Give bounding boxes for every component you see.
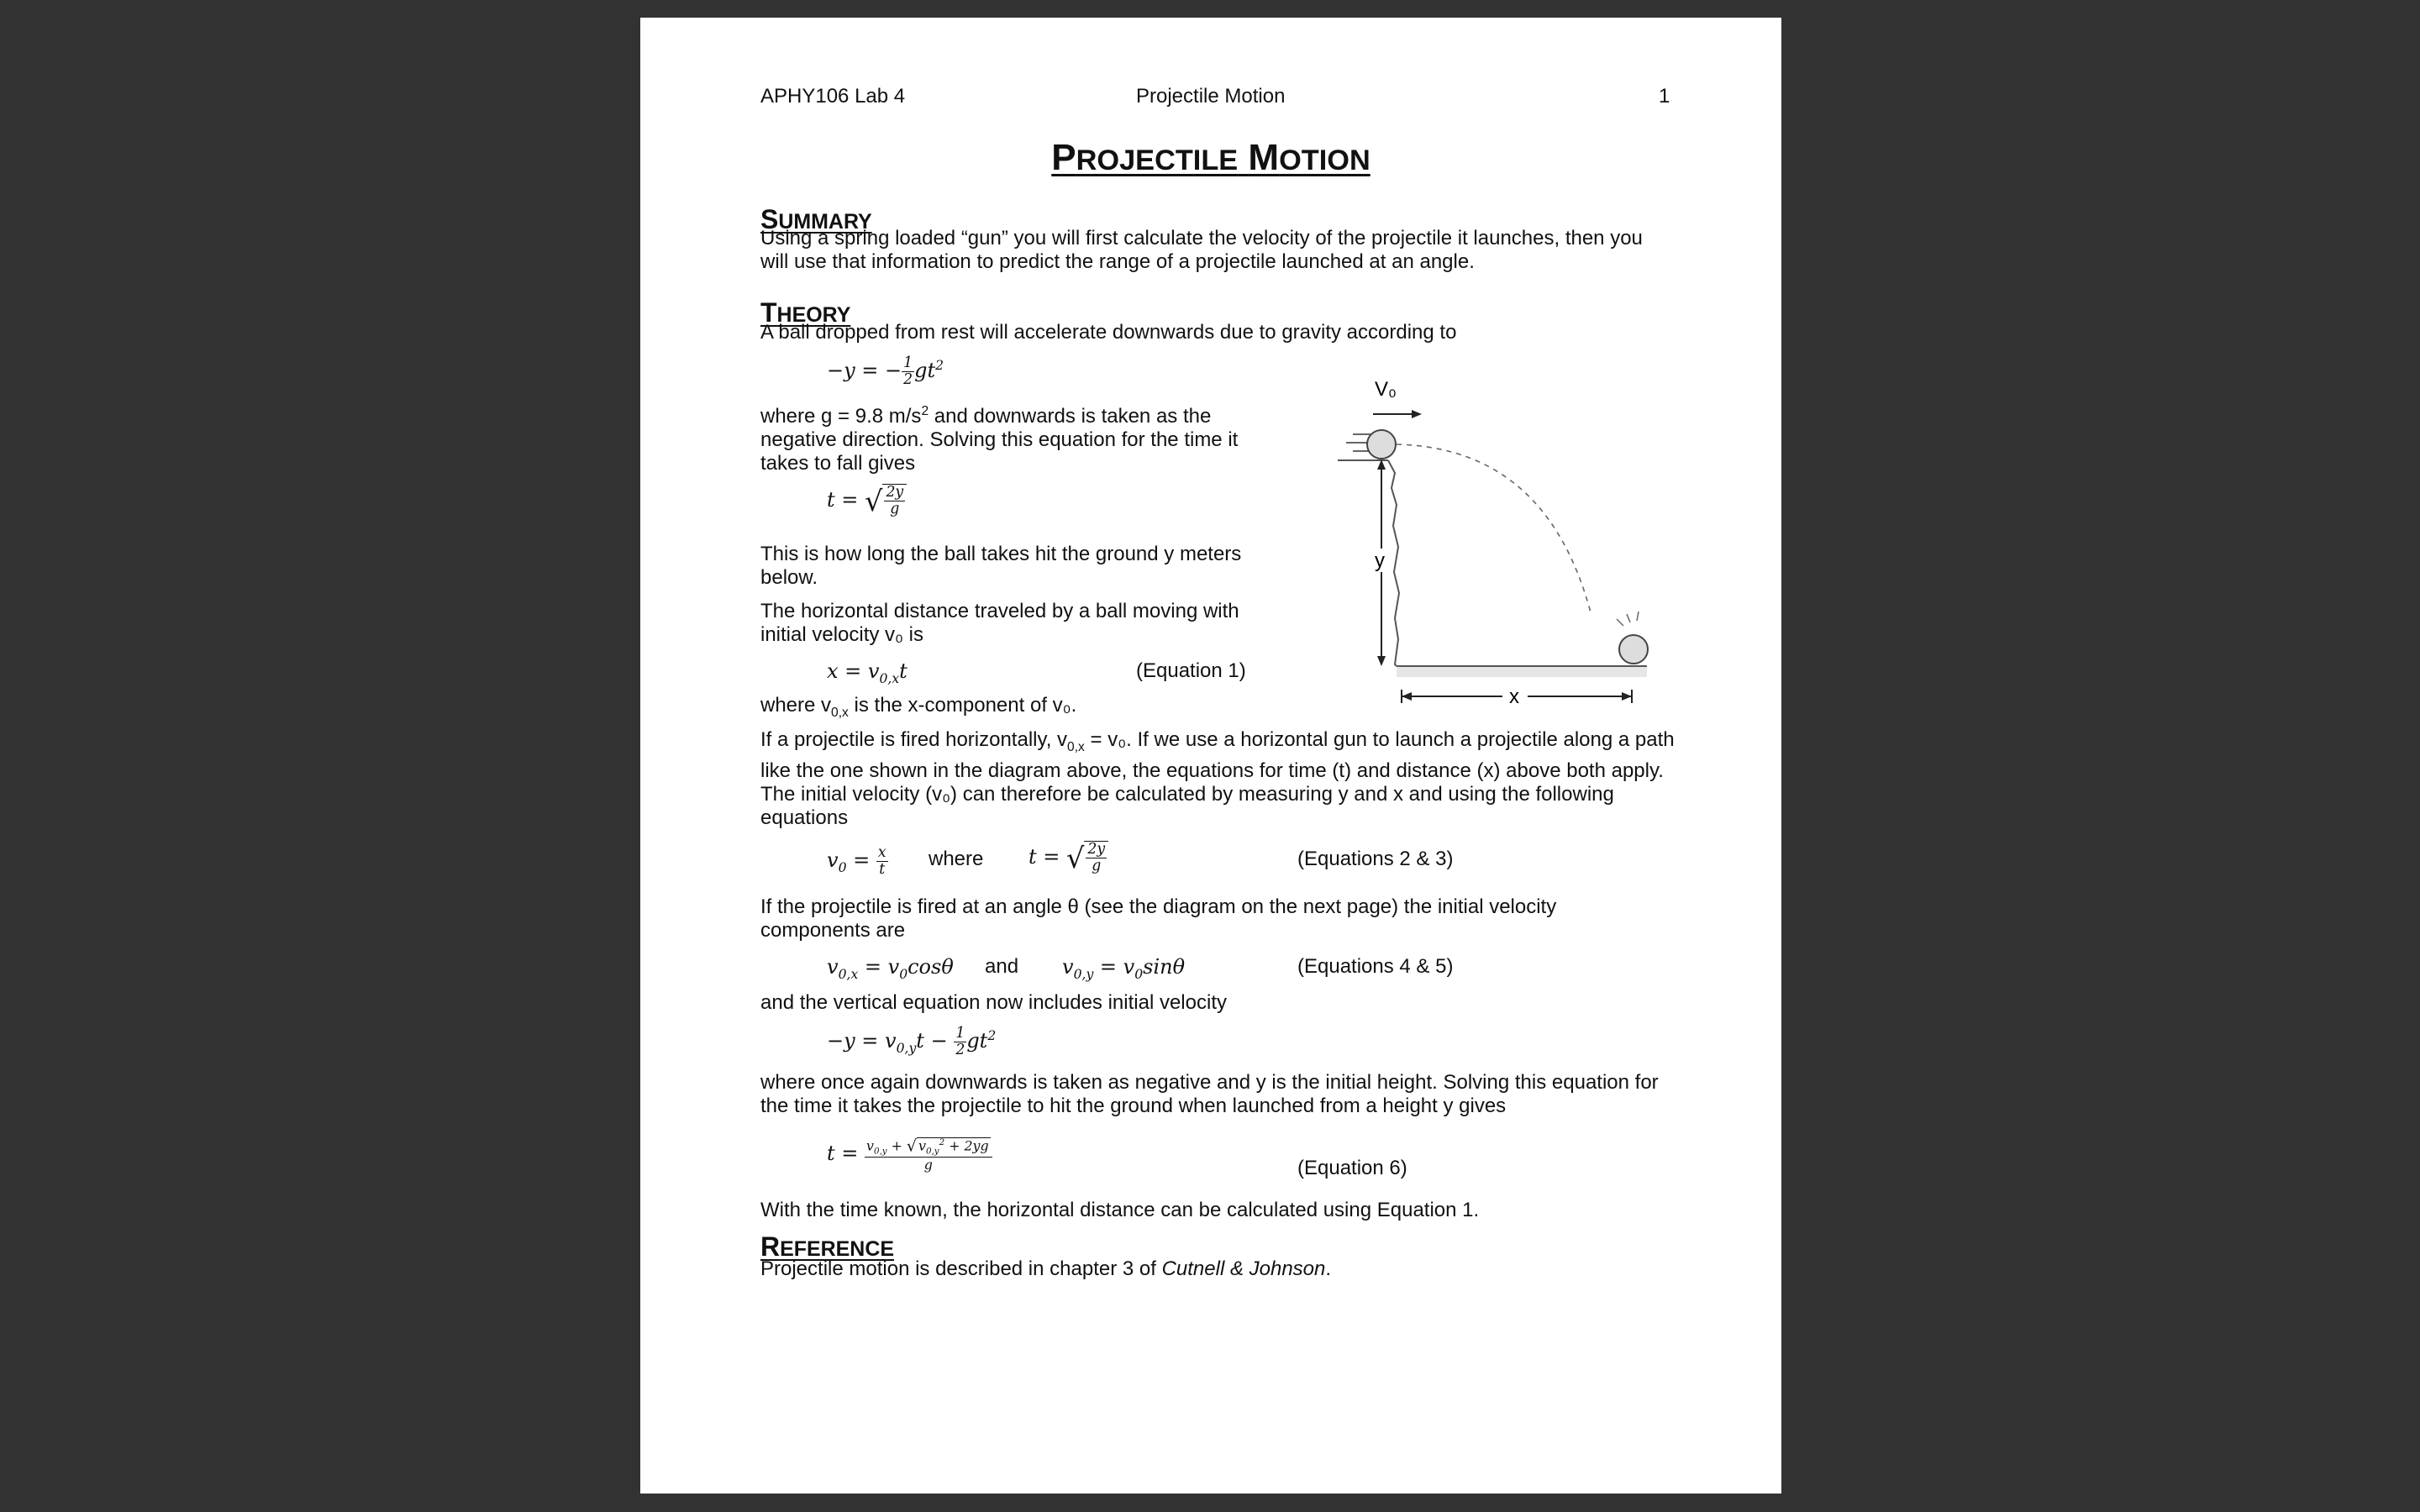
launch-ball (1367, 430, 1396, 459)
y-arrowhead-bottom (1377, 656, 1386, 666)
v0-arrowhead (1412, 410, 1422, 418)
equation-3: t = √ $\frac{2y}{g}$ (1028, 841, 1108, 874)
document-page (640, 18, 1781, 1494)
component-text: where $v_{0,x}$ is the x-component of v₀. (760, 694, 1077, 720)
equation-4: $v_{0,x} = v_0\cos\theta$ (827, 955, 954, 982)
impact-mark (1627, 614, 1630, 622)
x-arrowhead-left (1402, 692, 1412, 701)
v0-label: V₀ (1375, 378, 1397, 401)
impact-mark (1637, 612, 1639, 621)
equation-2: $v_0$ = $\frac{x}{t}$ (827, 844, 886, 878)
theory-heading: THEORY (760, 297, 851, 328)
equation-4-5-label: (Equations 4 & 5) (1297, 955, 1454, 978)
equation-4-5-and: and (985, 955, 1019, 978)
solve-text: where once again downwards is taken as negative and y is the initial height. Solving this equation for the time it takes the projectile to hit the ground when launched from a height y gives (760, 1071, 1659, 1117)
summary-text: Using a spring loaded “gun” you will first calculate the velocity of the projectile it launches, then you will use that information to predict the range of a projectile launched at an angle. (760, 227, 1643, 273)
page-title: PROJECTILE MOTION (1051, 137, 1370, 178)
equation-vertical: $-y = v_{0,y}t$ − $\frac{1}{2}$ $gt^2$ (827, 1025, 997, 1058)
gravity-text: where g = 9.8 $m/s^2$ and downwards is taken as the negative direction. Solving this equation for the time it takes to fall gives (760, 404, 1239, 475)
trajectory (1397, 444, 1591, 616)
projectile-diagram (1279, 370, 1649, 715)
closing-text: With the time known, the horizontal distance can be calculated using Equation 1. (760, 1199, 1480, 1221)
impact-mark (1617, 619, 1623, 626)
horizontal-fire-text: If a projectile is fired horizontally, $v_{0,x} = v_0$. If we use a horizontal gun to launch a projectile along a path like the one shown in the diagram above, the equations for time (t) and distance (x) above both apply. The initial velocity (v₀) can therefore be calculated by measuring y and x and using the following equations (760, 728, 1675, 829)
header-course: APHY106 Lab 4 (760, 85, 906, 108)
theory-intro: A ball dropped from rest will accelerate downwards due to gravity according to (760, 321, 1457, 344)
fall-time-text: This is how long the ball takes hit the ground y meters below. (760, 543, 1242, 589)
equation-fall-time: t = √ $\frac{2y}{g}$ (827, 484, 907, 517)
header-page-number: 1 (1659, 85, 1670, 108)
x-arrowhead-right (1622, 692, 1632, 701)
equation-1: $x = v_{0,x}t$ (827, 659, 908, 686)
header-topic: Projectile Motion (1136, 85, 1286, 108)
equation-1-label: (Equation 1) (1136, 659, 1246, 682)
horizontal-text: The horizontal distance traveled by a ball moving with initial velocity v₀ is (760, 600, 1239, 646)
landed-ball (1619, 635, 1648, 664)
equation-6-label: (Equation 6) (1297, 1157, 1407, 1179)
reference-heading: REFERENCE (760, 1231, 894, 1262)
equation-5: $v_{0,y} = v_0\sin\theta$ (1062, 955, 1186, 982)
equation-2-3-label: (Equations 2 & 3) (1297, 848, 1454, 870)
reference-text: Projectile motion is described in chapter 3 of Cutnell & Johnson. (760, 1257, 1332, 1280)
equation-2-3-where: where (929, 848, 984, 870)
equation-fall: −y = − $\frac{1}{2}$ $gt^2$ (827, 354, 944, 388)
y-label: y (1375, 549, 1385, 572)
ground-hatch (1397, 667, 1647, 677)
summary-heading: SUMMARY (760, 204, 872, 234)
angle-text: If the projectile is fired at an angle θ (see the diagram on the next page) the initial velocity components are (760, 895, 1557, 942)
x-label: x (1509, 685, 1519, 708)
equation-6: t = $\frac{v_{0,y} + √ v_{0,y}^2 + 2yg}{g}$ (827, 1137, 992, 1172)
vertical-text: and the vertical equation now includes initial velocity (760, 991, 1227, 1014)
